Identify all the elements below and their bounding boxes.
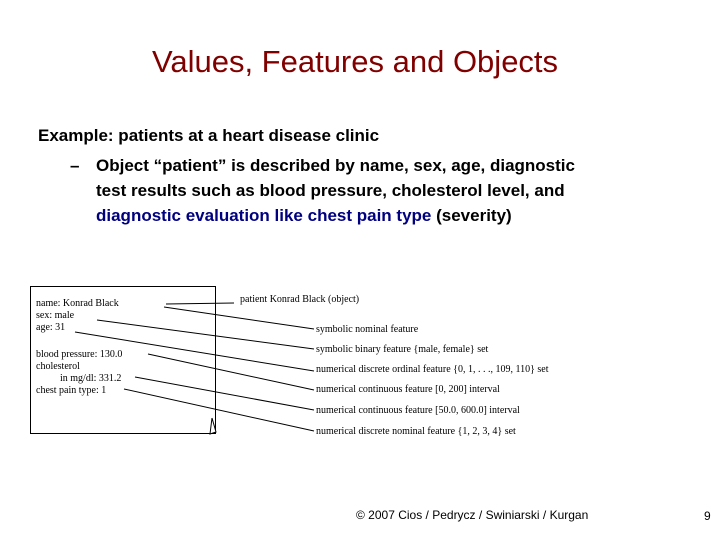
label-continuous-2: numerical continuous feature [50.0, 600.0] interval	[316, 405, 520, 416]
label-object: patient Konrad Black (object)	[240, 294, 360, 305]
connector-chest-pain	[124, 389, 314, 431]
page-number: 9	[704, 509, 711, 523]
record-name: name: Konrad Black	[36, 298, 119, 309]
object-description-line-1: Object “patient” is described by name, sex, age, diagnostic	[96, 156, 575, 175]
footer-copyright: © 2007 Cios / Pedrycz / Swiniarski / Kurgan	[356, 508, 589, 522]
chest-pain-phrase: diagnostic evaluation like chest pain type	[96, 206, 432, 225]
example-heading: Example: patients at a heart disease clinic	[38, 126, 380, 145]
record-cholesterol: cholesterol	[36, 361, 80, 372]
label-ordinal: numerical discrete ordinal feature {0, 1, . . ., 109, 110} set	[316, 364, 549, 375]
object-description-line-2: test results such as blood pressure, cholesterol level, and	[96, 181, 565, 200]
record-chest-pain: chest pain type: 1	[36, 385, 107, 396]
label-binary: symbolic binary feature {male, female} set	[316, 344, 489, 355]
connector-name	[164, 307, 314, 329]
bullet-dash: –	[70, 156, 80, 175]
record-cholesterol-value: in mg/dl: 331.2	[60, 373, 122, 384]
connector-cholesterol	[135, 377, 314, 410]
label-nominal: symbolic nominal feature	[316, 324, 419, 335]
slide-title: Values, Features and Objects	[151, 44, 559, 79]
label-discrete-nominal: numerical discrete nominal feature {1, 2, 3, 4} set	[316, 426, 516, 437]
connector-object	[166, 303, 234, 304]
connector-age	[75, 332, 314, 371]
record-blood-pressure: blood pressure: 130.0	[36, 349, 123, 360]
page-curl	[210, 418, 216, 434]
severity-phrase: (severity)	[431, 206, 512, 225]
connector-bp	[148, 354, 314, 390]
label-continuous-1: numerical continuous feature [0, 200] interval	[316, 384, 500, 395]
record-sex: sex: male	[36, 310, 75, 321]
record-age: age: 31	[36, 322, 66, 333]
